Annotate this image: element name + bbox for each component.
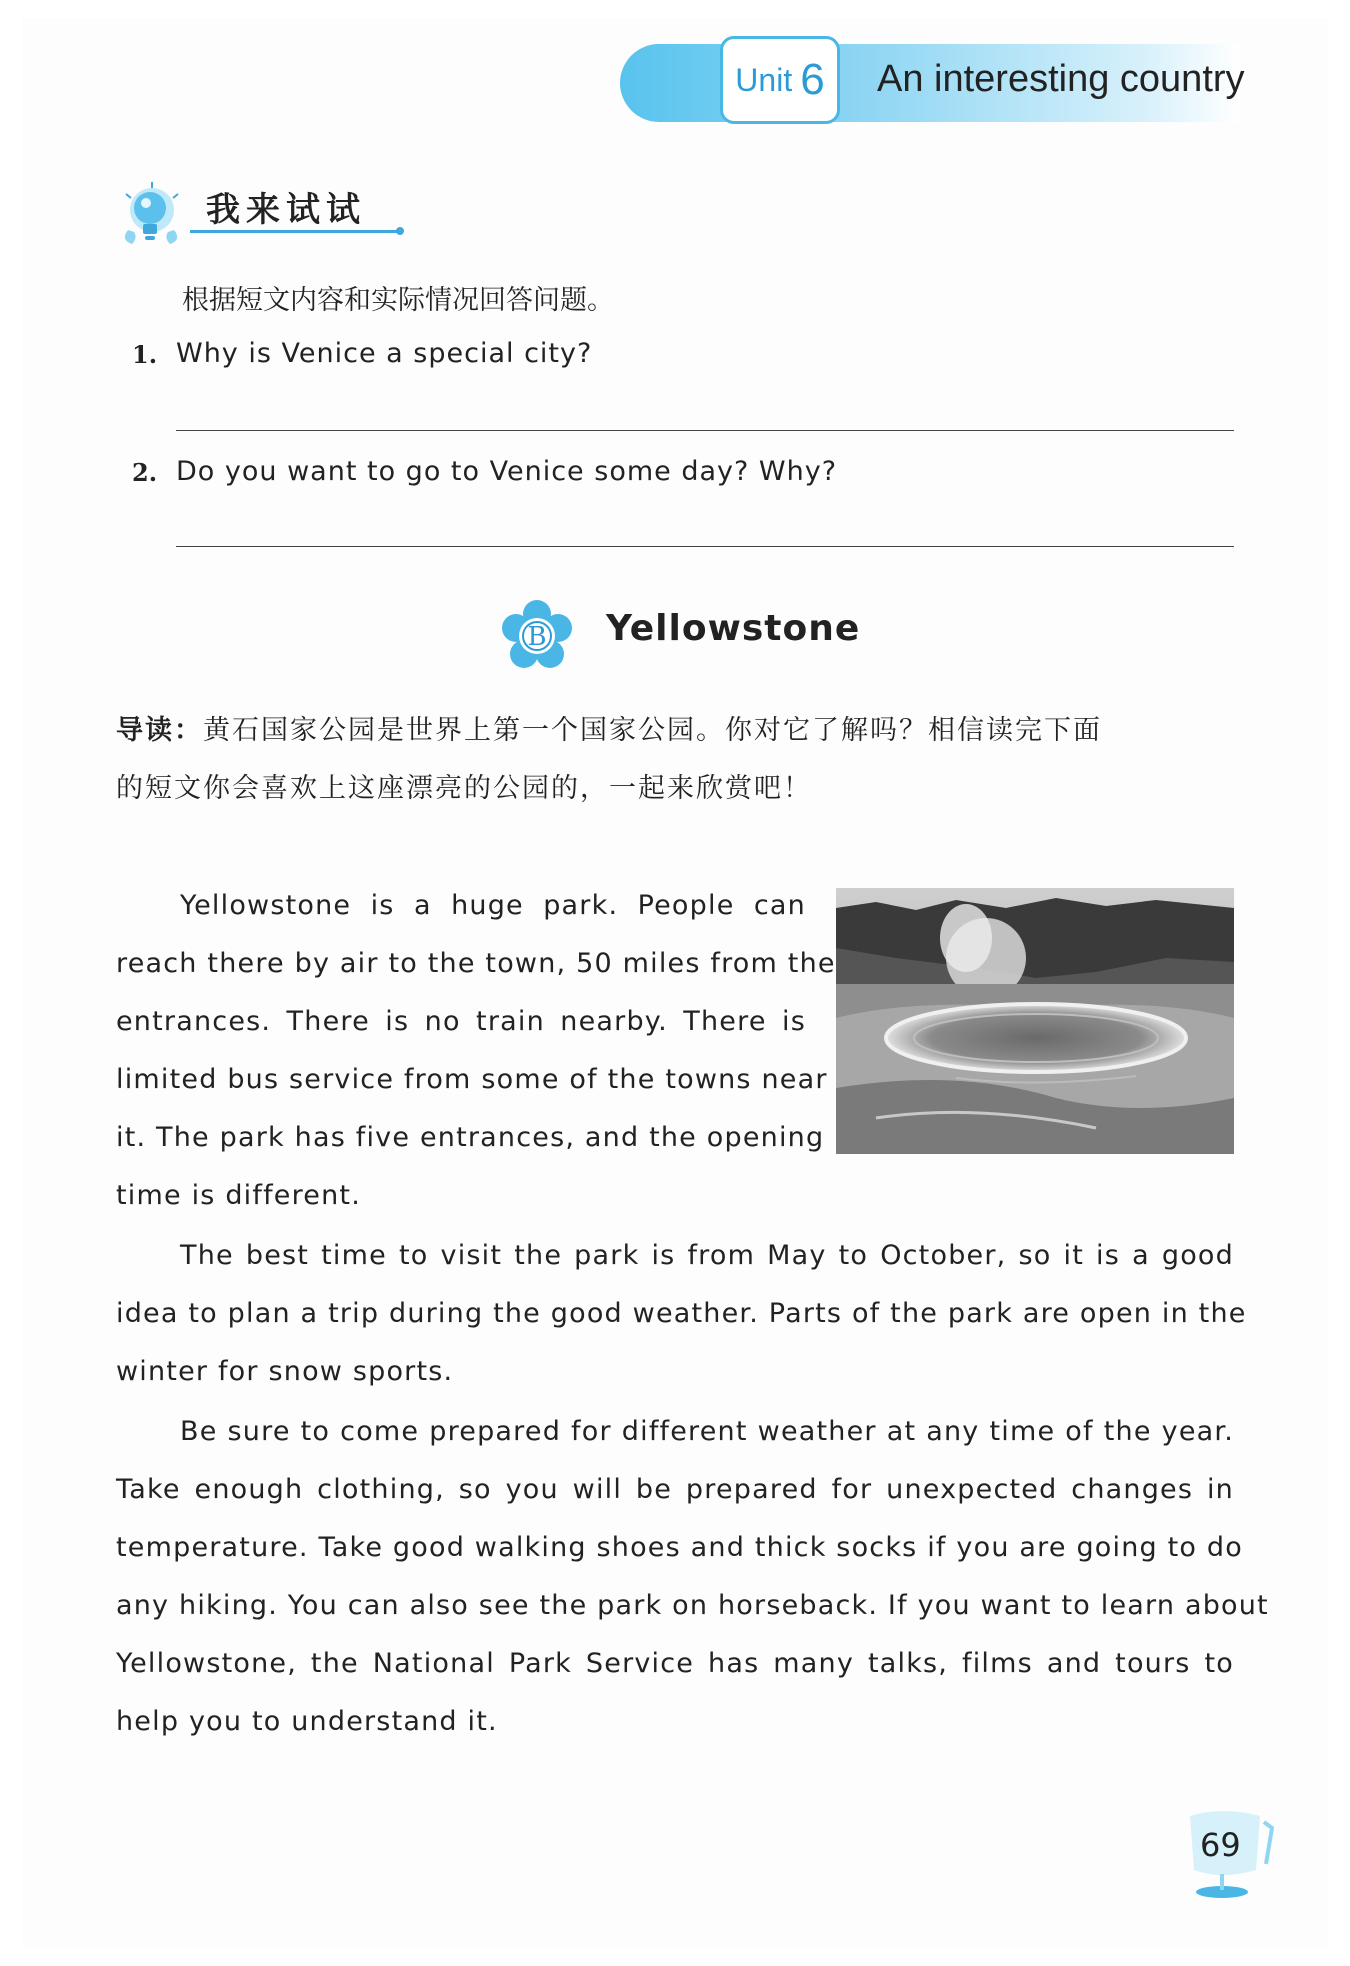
- unit-word: Unit: [735, 61, 793, 98]
- passage-line: time is different.: [116, 1180, 361, 1211]
- page-number: 69: [1200, 1826, 1241, 1864]
- question-text: Do you want to go to Venice some day? Why?: [176, 456, 838, 487]
- passage-line: reach there by air to the town, 50 miles from the: [116, 948, 836, 979]
- guide-line-2: 的短文你会喜欢上这座漂亮的公园的，一起来欣赏吧！: [116, 773, 812, 804]
- passage-line: temperature. Take good walking shoes and thick socks if you are going to do: [116, 1532, 1243, 1563]
- passage-line: it. The park has five entrances, and the opening: [116, 1122, 825, 1153]
- passage-line: Yellowstone is a huge park. People can: [180, 890, 806, 921]
- passage-line: Yellowstone, the National Park Service has many talks, films and tours to: [116, 1648, 1234, 1679]
- passage-line: winter for snow sports.: [116, 1356, 454, 1387]
- try-section-title: 我来试试: [206, 190, 366, 230]
- instruction: 根据短文内容和实际情况回答问题。: [182, 285, 614, 316]
- question-text: Why is Venice a special city?: [176, 338, 593, 369]
- section-letter: B: [527, 622, 547, 652]
- passage-line: The best time to visit the park is from May to October, so it is a good: [180, 1240, 1234, 1271]
- answer-line[interactable]: [176, 546, 1234, 547]
- yellowstone-photo: [836, 888, 1234, 1154]
- flower-b-icon: [500, 600, 574, 672]
- question-number: 2.: [132, 458, 158, 487]
- passage-line: entrances. There is no train nearby. There is: [116, 1006, 806, 1037]
- guide-paragraph: [116, 708, 1240, 747]
- section-title: Yellowstone: [606, 608, 861, 649]
- passage-line: Be sure to come prepared for different weather at any time of the year.: [180, 1416, 1234, 1447]
- passage-line: help you to understand it.: [116, 1706, 498, 1737]
- guide-label: 导读：: [116, 715, 203, 746]
- passage-line: idea to plan a trip during the good weather. Parts of the park are open in the: [116, 1298, 1247, 1329]
- passage-line: limited bus service from some of the towns near: [116, 1064, 828, 1095]
- guide-line-1: 黄石国家公园是世界上第一个国家公园。你对它了解吗？相信读完下面: [203, 715, 1102, 746]
- question-number: 1.: [132, 340, 158, 369]
- unit-badge: [720, 36, 840, 124]
- lightbulb-icon: [114, 180, 186, 252]
- answer-line[interactable]: [176, 430, 1234, 431]
- passage-line: any hiking. You can also see the park on horseback. If you want to learn about: [116, 1590, 1269, 1621]
- unit-title: An interesting country: [877, 58, 1245, 100]
- unit-number: 6: [800, 55, 825, 104]
- passage-line: Take enough clothing, so you will be prepared for unexpected changes in: [116, 1474, 1234, 1505]
- title-underline: [190, 230, 400, 233]
